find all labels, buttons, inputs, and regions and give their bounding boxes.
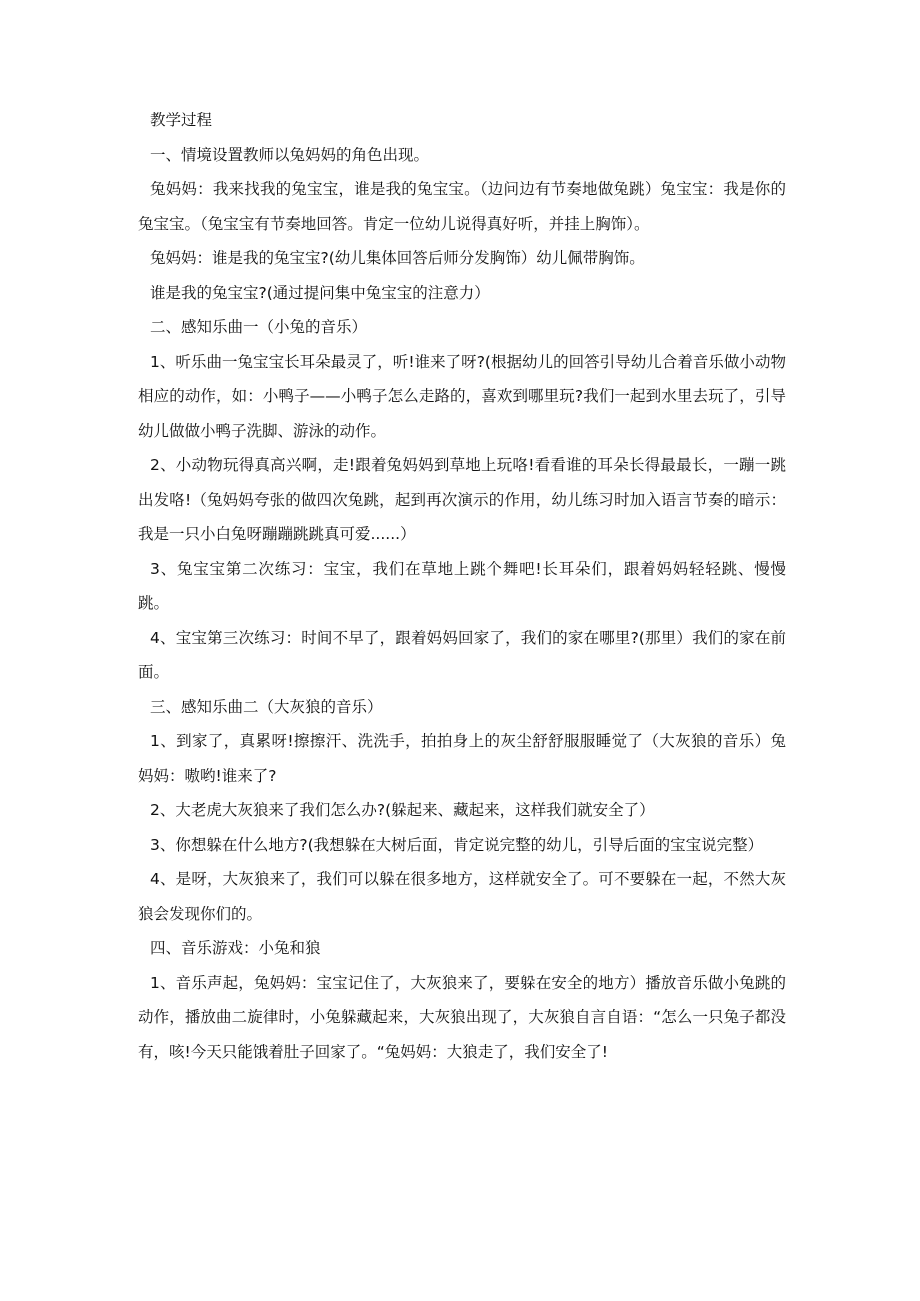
paragraph: 兔妈妈：我来找我的兔宝宝，谁是我的兔宝宝。（边问边有节奏地做兔跳）兔宝宝：我是你的兔宝宝。（兔宝宝有节奏地回答。肯定一位幼儿说得真好听，并挂上胸饰）。 [138,180,786,233]
paragraph: 2、大老虎大灰狼来了我们怎么办?(躲起来、藏起来，这样我们就安全了） [150,801,655,819]
paragraph: 2、小动物玩得真高兴啊，走!跟着兔妈妈到草地上玩咯!看看谁的耳朵长得最最长，一蹦一跳出发咯!（兔妈妈夸张的做四次兔跳，起到再次演示的作用，幼儿练习时加入语言节奏的暗示：我是一只小白兔呀蹦蹦跳跳真可爱......） [138,456,786,543]
paragraph: 4、宝宝第三次练习：时间不早了，跟着妈妈回家了，我们的家在哪里?(那里）我们的家在前面。 [138,628,786,681]
paragraph: 3、兔宝宝第二次练习：宝宝，我们在草地上跳个舞吧!长耳朵们，跟着妈妈轻轻跳、慢慢跳。 [138,559,786,612]
section-heading-4: 四、音乐游戏：小兔和狼 [150,939,321,957]
paragraph: 谁是我的兔宝宝?(通过提问集中兔宝宝的注意力） [150,283,490,302]
section-heading-2: 二、感知乐曲一（小兔的音乐） [150,318,368,336]
paragraph: 4、是呀，大灰狼来了，我们可以躲在很多地方，这样就安全了。可不要躲在一起，不然大灰狼会发现你们的。 [138,870,786,923]
document-body [138,103,786,1069]
paragraph: 3、你想躲在什么地方?(我想躲在大树后面，肯定说完整的幼儿，引导后面的宝宝说完整） [150,835,764,854]
paragraph: 1、到家了，真累呀!擦擦汗、洗洗手，拍拍身上的灰尘舒舒服服睡觉了（大灰狼的音乐）兔妈妈：嗷哟!谁来了? [138,732,786,785]
paragraph: 1、音乐声起，兔妈妈：宝宝记住了，大灰狼来了，要躲在安全的地方）播放音乐做小兔跳的动作，播放曲二旋律时，小兔躲藏起来，大灰狼出现了，大灰狼自言自语：“怎么一只兔子都没有，咳!今天只能饿着肚子回家了。“兔妈妈：大狼走了，我们安全了! [138,973,786,1061]
paragraph: 兔妈妈：谁是我的兔宝宝?(幼儿集体回答后师分发胸饰）幼儿佩带胸饰。 [150,249,645,267]
section-heading-1: 一、情境设置教师以兔妈妈的角色出现。 [150,145,430,164]
paragraph: 1、听乐曲一兔宝宝长耳朵最灵了，听!谁来了呀?(根据幼儿的回答引导幼儿合着音乐做小动物相应的动作，如：小鸭子——小鸭子怎么走路的，喜欢到哪里玩?我们一起到水里去玩了，引导幼儿做做小鸭子洗脚、游泳的动作。 [138,352,786,440]
section-title-teaching-process: 教学过程 [150,111,213,129]
section-heading-3: 三、感知乐曲二（大灰狼的音乐） [150,697,383,716]
